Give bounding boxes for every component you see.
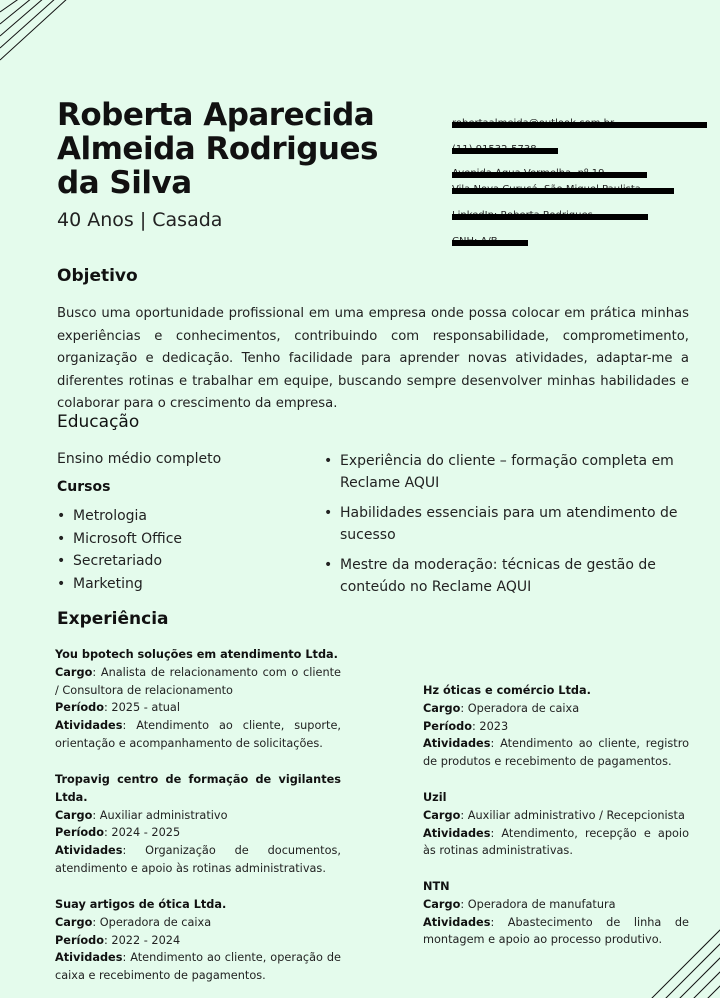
job-company: You bpotech soluções em atendimento Ltda.: [55, 648, 338, 661]
job-entry: [423, 789, 689, 860]
job-entry: [423, 878, 689, 949]
redaction-bar: [452, 188, 674, 194]
list-item: • Metrologia: [57, 505, 182, 528]
job-entry: [423, 682, 689, 771]
redaction-bar: [452, 122, 707, 128]
list-item: • Mestre da moderação: técnicas de gestão de conteúdo no Reclame AQUI: [324, 554, 684, 598]
list-item: • Experiência do cliente – formação completa em Reclame AQUI: [324, 450, 684, 494]
list-item: • Habilidades essenciais para um atendimento de sucesso: [324, 502, 684, 546]
list-item: • Marketing: [57, 573, 182, 596]
education-heading: Educação: [57, 412, 140, 432]
extra-course-list: [324, 450, 684, 606]
corner-lines-top-left: [0, 0, 70, 80]
experience-heading: Experiência: [57, 609, 169, 629]
name-line: Roberta Aparecida: [57, 97, 375, 133]
age-marital-status: 40 Anos | Casada: [57, 209, 223, 231]
list-item: • Secretariado: [57, 550, 182, 573]
job-role: Cargo: Operadora de caixa: [423, 701, 580, 715]
job-activities: Atividades: Abastecimento de linha de montagem e apoio ao processo produtivo.: [423, 915, 689, 947]
job-company: Tropavig centro de formação de vigilantes Ltda.: [55, 773, 341, 804]
contact-driver-license: [452, 236, 530, 250]
job-activities: Atividades: Atendimento ao cliente, suporte, orientação e acompanhamento de solicitações.: [55, 719, 341, 750]
job-role: Cargo: Operadora de caixa: [55, 915, 212, 929]
job-activities: Atividades: Atendimento, recepção e apoio às rotinas administrativas.: [423, 826, 689, 858]
job-period: Período: 2022 - 2024: [55, 933, 181, 947]
job-role: Cargo: Auxiliar administrativo: [55, 808, 228, 822]
list-item: • Microsoft Office: [57, 528, 182, 551]
contact-linkedin: [452, 210, 652, 224]
redaction-bar: [452, 240, 528, 246]
job-company: Hz óticas e comércio Ltda.: [423, 684, 591, 697]
job-role: Cargo: Auxiliar administrativo / Recepcionista: [423, 808, 685, 822]
job-role: Cargo: Analista de relacionamento com o cliente / Consultora de relacionamento: [55, 665, 341, 697]
job-entry: [55, 646, 341, 753]
name-line: da Silva: [57, 165, 192, 201]
job-company: Suay artigos de ótica Ltda.: [55, 898, 227, 911]
job-activities: Atividades: Atendimento ao cliente, registro de produtos e recebimento de pagamentos.: [423, 737, 689, 769]
redaction-bar: [452, 148, 558, 154]
objective-heading: Objetivo: [57, 266, 138, 286]
redaction-bar: [452, 172, 647, 178]
job-activities: Atividades: Atendimento ao cliente, operação de caixa e recebimento de pagamentos.: [55, 951, 341, 983]
contact-address-street: [452, 168, 652, 182]
redaction-bar: [452, 214, 648, 220]
education-level: Ensino médio completo: [57, 451, 222, 467]
job-role: Cargo: Operadora de manufatura: [423, 897, 616, 911]
job-period: Período: 2024 - 2025: [55, 826, 181, 840]
job-activities: Atividades: Organização de documentos, atendimento e apoio às rotinas administrativas.: [55, 844, 341, 875]
contact-address-district: [452, 184, 678, 198]
job-company: Uzil: [423, 791, 447, 804]
job-period: Período: 2023: [423, 719, 509, 733]
job-entry: [55, 896, 341, 985]
courses-heading: Cursos: [57, 479, 111, 495]
candidate-name: [57, 98, 378, 200]
contact-email: [452, 118, 710, 132]
job-entry: [55, 771, 341, 878]
job-company: NTN: [423, 880, 450, 893]
job-period: Período: 2025 - atual: [55, 701, 180, 715]
course-list: [57, 505, 182, 596]
objective-text: Busco uma oportunidade profissional em uma empresa onde possa colocar em prática minhas experiências e conhecimentos, contribuindo com responsabilidade, comprometimento, organização e dedicação. Tenho facilidade para aprender novas atividades, adaptar-me a diferentes rotinas e trabalhar em equipe, buscando sempre desenvolver minhas habilidades e colaborar para o crescimento da empresa.: [57, 306, 689, 411]
contact-phone: [452, 144, 562, 158]
name-line: Almeida Rodrigues: [57, 131, 378, 167]
